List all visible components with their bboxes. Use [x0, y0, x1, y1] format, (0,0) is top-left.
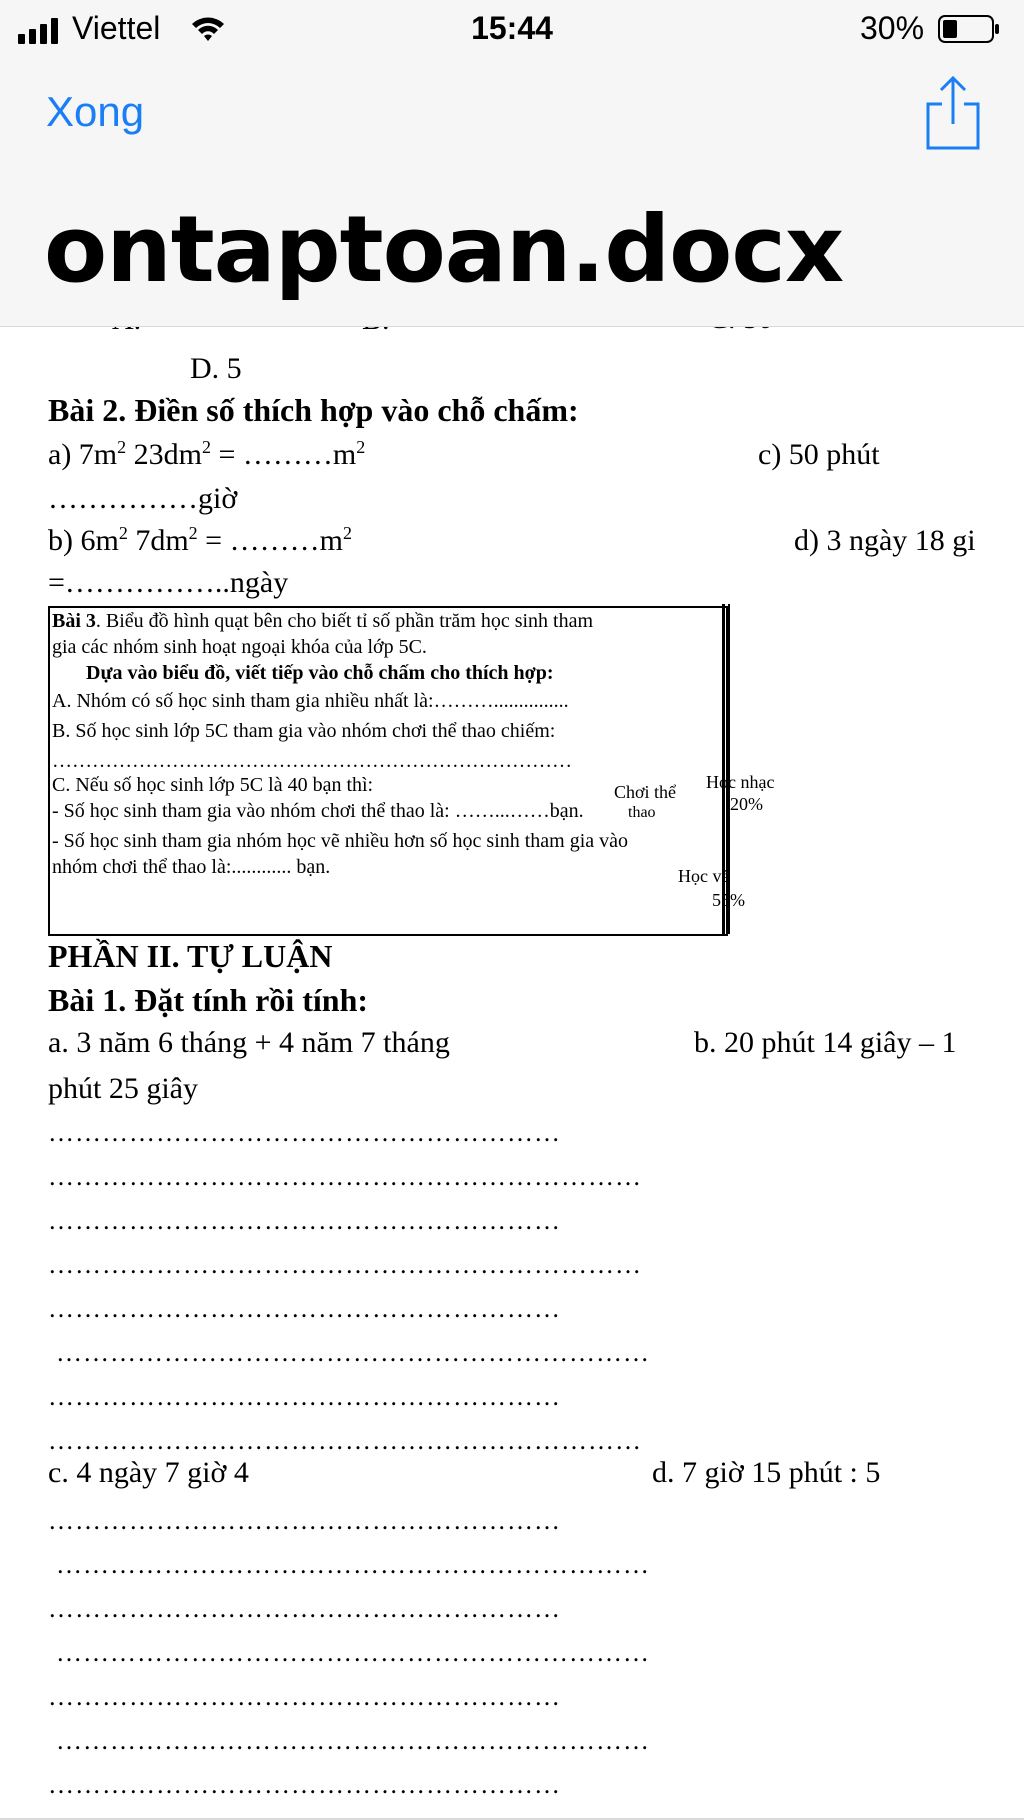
- answer-line: …………………………………………………………: [56, 1726, 650, 1755]
- answer-line: …………………………………………………………: [48, 1250, 642, 1279]
- answer-line: …………………………………………………: [48, 1206, 561, 1235]
- share-icon[interactable]: [924, 74, 982, 152]
- bai2-c-continued: ……………giờ: [48, 482, 238, 515]
- bai2-d-continued: =……………..ngày: [48, 566, 289, 599]
- pie-label-music: Học nhạc: [706, 772, 775, 792]
- done-button[interactable]: Xong: [46, 88, 145, 135]
- bai3-line4: A. Nhóm có số học sinh tham gia nhiều nhất là:………...............: [52, 690, 569, 712]
- pie-label-sport-2: thao: [628, 804, 656, 821]
- bai1-title: Bài 1. Đặt tính rồi tính:: [48, 982, 369, 1018]
- bai1-b: b. 20 phút 14 giây – 1: [694, 1026, 957, 1059]
- answer-line: …………………………………………………: [48, 1594, 561, 1623]
- answer-line: …………………………………………………………: [48, 1426, 642, 1455]
- answer-line: …………………………………………………: [48, 1770, 561, 1799]
- bai1-b-continued: phút 25 giây: [48, 1072, 198, 1105]
- bai2-a: a) $7m^2$ $23dm^2$ = $\dots\dots\dots m^2$: [48, 437, 366, 471]
- status-time: 15:44: [471, 10, 553, 46]
- bai1-c: c. 4 ngày 7 giờ 4: [48, 1456, 249, 1489]
- bai3-line7: C. Nếu số học sinh lớp 5C là 40 bạn thì:: [52, 774, 374, 796]
- part2-title: PHẦN II. TỰ LUẬN: [48, 938, 333, 974]
- pie-label-sport: Chơi thể: [614, 782, 677, 802]
- bai3-line10: nhóm chơi thể thao là:............ bạn.: [52, 856, 331, 878]
- answer-line: …………………………………………………………: [56, 1638, 650, 1667]
- bai3-line1: Bài 3. Biểu đồ hình quạt bên cho biết tỉ số phần trăm học sinh tham: [52, 610, 594, 632]
- answer-line: …………………………………………………………: [48, 1162, 642, 1191]
- bai2-d: d) 3 ngày 18 gi: [794, 524, 976, 557]
- viewer-header: [0, 0, 1024, 327]
- bai3-line5: B. Số học sinh lớp 5C tham gia vào nhóm chơi thể thao chiếm:: [52, 720, 556, 742]
- bai3-line2: gia các nhóm sinh hoạt ngoại khóa của lớp 5C.: [52, 636, 427, 658]
- battery-percentage: 30%: [860, 10, 925, 46]
- bai3-line8: - Số học sinh tham gia vào nhóm chơi thể thao là: ……...……bạn.: [52, 800, 584, 822]
- bai3-line9: - Số học sinh tham gia nhóm học vẽ nhiều hơn số học sinh tham gia vào: [52, 830, 629, 852]
- answer-line: …………………………………………………………: [56, 1338, 650, 1367]
- bai1-d: d. 7 giờ 15 phút : 5: [652, 1456, 881, 1489]
- bai2-c: c) 50 phút: [758, 438, 880, 471]
- answer-line: …………………………………………………: [48, 1682, 561, 1711]
- bai3-line6: ……………………………………………………………………: [52, 750, 572, 772]
- answer-line: …………………………………………………: [48, 1382, 561, 1411]
- battery-icon: [938, 14, 1000, 44]
- status-bar: [0, 8, 1024, 52]
- bai1-a: a. 3 năm 6 tháng + 4 năm 7 tháng: [48, 1026, 450, 1059]
- pie-label-art: Học vẽ: [678, 866, 730, 886]
- pie-label-art-pct: 55%: [712, 890, 745, 910]
- answer-line: …………………………………………………: [48, 1294, 561, 1323]
- option-d: D. 5: [190, 352, 242, 385]
- bai3-line3: Dựa vào biểu đồ, viết tiếp vào chỗ chấm cho thích hợp:: [86, 662, 554, 684]
- answer-line: …………………………………………………: [48, 1506, 561, 1535]
- answer-line: …………………………………………………: [48, 1118, 561, 1147]
- bai2-title: Bài 2. Điền số thích hợp vào chỗ chấm:: [48, 392, 579, 428]
- bai2-b: b) $6m^2$ $7dm^2$ = $\dots\dots\dots m^2$: [48, 523, 352, 557]
- carrier-name: Viettel: [72, 10, 161, 46]
- document-title: ontaptoan.docx: [44, 196, 844, 303]
- pie-label-music-pct: 20%: [730, 794, 763, 814]
- answer-line: …………………………………………………………: [56, 1550, 650, 1579]
